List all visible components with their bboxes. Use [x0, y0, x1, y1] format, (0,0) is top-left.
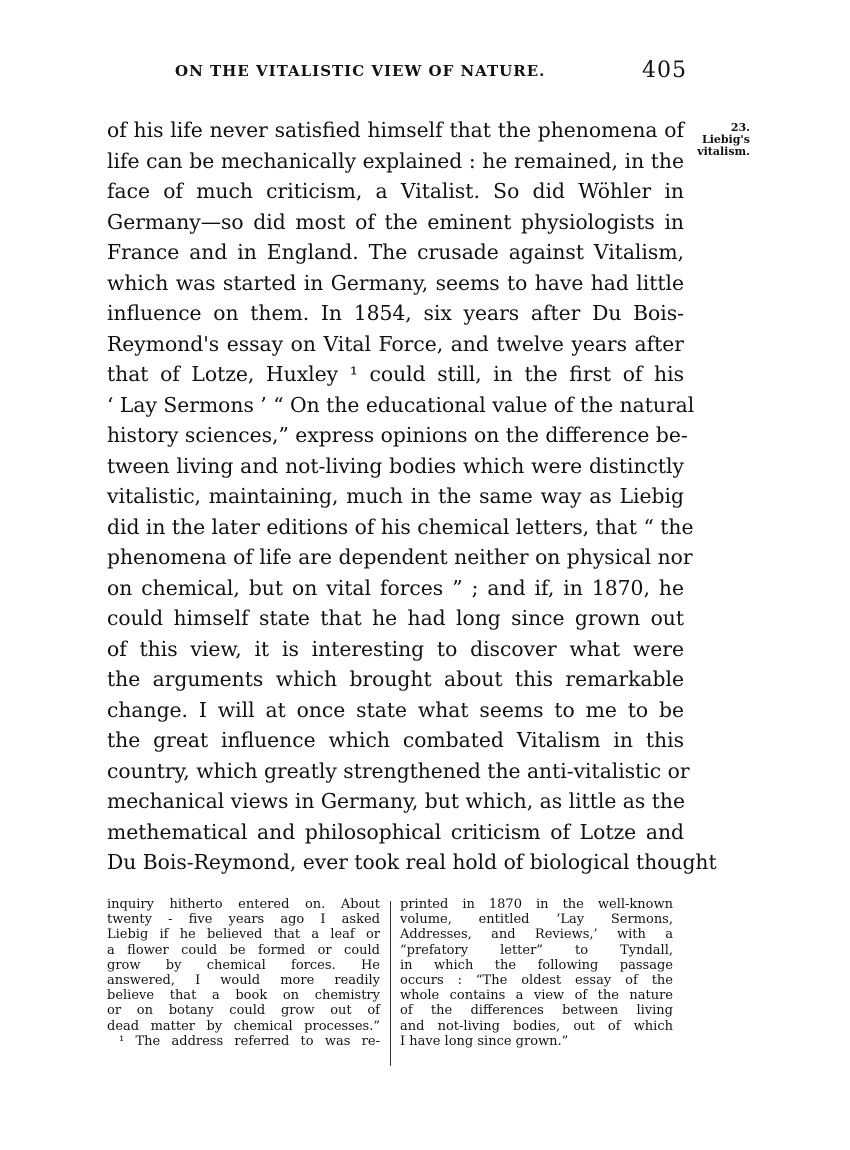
text-line: phenomena of life are dependent neither on physical nor: [107, 545, 693, 569]
running-title: ON THE VITALISTIC VIEW OF NATURE.: [175, 62, 546, 80]
body-text: [107, 115, 717, 878]
text-line: France and in England. The crusade against Vitalism,: [107, 240, 684, 264]
text-line: that of Lotze, Huxley ¹ could still, in the first of his: [107, 362, 684, 386]
footnote-line: “prefatory letter” to Tyndall,: [400, 942, 673, 958]
footnote-line: twenty - five years ago I asked: [107, 912, 380, 928]
text-line: on chemical, but on vital forces ” ; and if, in 1870, he: [107, 575, 684, 600]
footnote-line: Liebig if he believed that a leaf or: [107, 927, 380, 943]
page-number: 405: [642, 58, 687, 83]
text-line: tween living and not-living bodies which were distinctly: [107, 453, 684, 478]
text-line: country, which greatly strengthened the anti-vitalistic or: [107, 758, 690, 783]
text-line: of this view, it is interesting to discover what were: [107, 636, 684, 661]
text-line: methematical and philosophical criticism of Lotze and: [107, 819, 684, 844]
footnote-line: or on botany could grow out of: [107, 1003, 380, 1019]
text-line: mechanical views in Germany, but which, as little as the: [107, 789, 685, 813]
running-header: [107, 60, 687, 90]
text-line: the arguments which brought about this remarkable: [107, 667, 684, 691]
footnote-line: I have long since grown.”: [400, 1033, 569, 1049]
footnote-line: believe that a book on chemistry: [107, 988, 380, 1004]
margin-note: [690, 122, 750, 158]
footnote-divider: [390, 901, 391, 1066]
text-line: history sciences,” express opinions on the difference be-: [107, 423, 688, 447]
footnotes: [107, 897, 682, 1072]
footnote-line: Addresses, and Reviews,’ with a: [400, 927, 673, 943]
text-line: vitalistic, maintaining, much in the same way as Liebig: [107, 484, 684, 508]
footnote-line: occurs : “The oldest essay of the: [400, 972, 673, 988]
footnote-line: whole contains a view of the nature: [400, 988, 673, 1004]
footnote-line: volume, entitled ‘Lay Sermons,: [400, 912, 673, 928]
text-line: Reymond's essay on Vital Force, and twelve years after: [107, 331, 684, 356]
footnote-line: inquiry hitherto entered on. About: [107, 897, 380, 912]
margin-note-number: 23.: [730, 121, 750, 134]
footnote-line: answered, I would more readily: [107, 972, 380, 988]
text-line: the great influence which combated Vitalism in this: [107, 728, 684, 752]
footnote-line: printed in 1870 in the well-known: [400, 897, 673, 912]
text-line: life can be mechanically explained : he remained, in the: [107, 148, 684, 173]
footnote-column-right: [400, 897, 673, 1049]
text-line: of his life never satisfied himself that the phenomena of: [107, 118, 684, 142]
footnote-line: ¹ The address referred to was re-: [119, 1033, 380, 1049]
footnote-line: dead matter by chemical processes.”: [107, 1018, 380, 1034]
footnote-line: of the differences between living: [400, 1003, 673, 1019]
text-line: could himself state that he had long since grown out: [107, 606, 684, 630]
margin-note-line: Liebig's: [701, 133, 750, 146]
footnote-column-left: [107, 897, 380, 1049]
footnote-line: and not-living bodies, out of which: [400, 1018, 673, 1034]
text-line: face of much criticism, a Vitalist. So did Wöhler in: [107, 179, 684, 203]
text-line: did in the later editions of his chemical letters, that “ the: [107, 514, 694, 539]
text-line: which was started in Germany, seems to have had little: [107, 270, 684, 295]
margin-note-line: vitalism.: [697, 145, 750, 158]
text-line: change. I will at once state what seems to me to be: [107, 697, 684, 722]
text-line: ‘ Lay Sermons ’ “ On the educational value of the natural: [107, 392, 695, 417]
text-line: influence on them. In 1854, six years after Du Bois-: [107, 301, 684, 325]
footnote-line: grow by chemical forces. He: [107, 957, 380, 973]
text-line: Germany—so did most of the eminent physiologists in: [107, 209, 684, 234]
footnote-line: a flower could be formed or could: [107, 942, 380, 958]
text-line: Du Bois-Reymond, ever took real hold of biological thought: [107, 850, 717, 874]
footnote-line: in which the following passage: [400, 957, 673, 973]
